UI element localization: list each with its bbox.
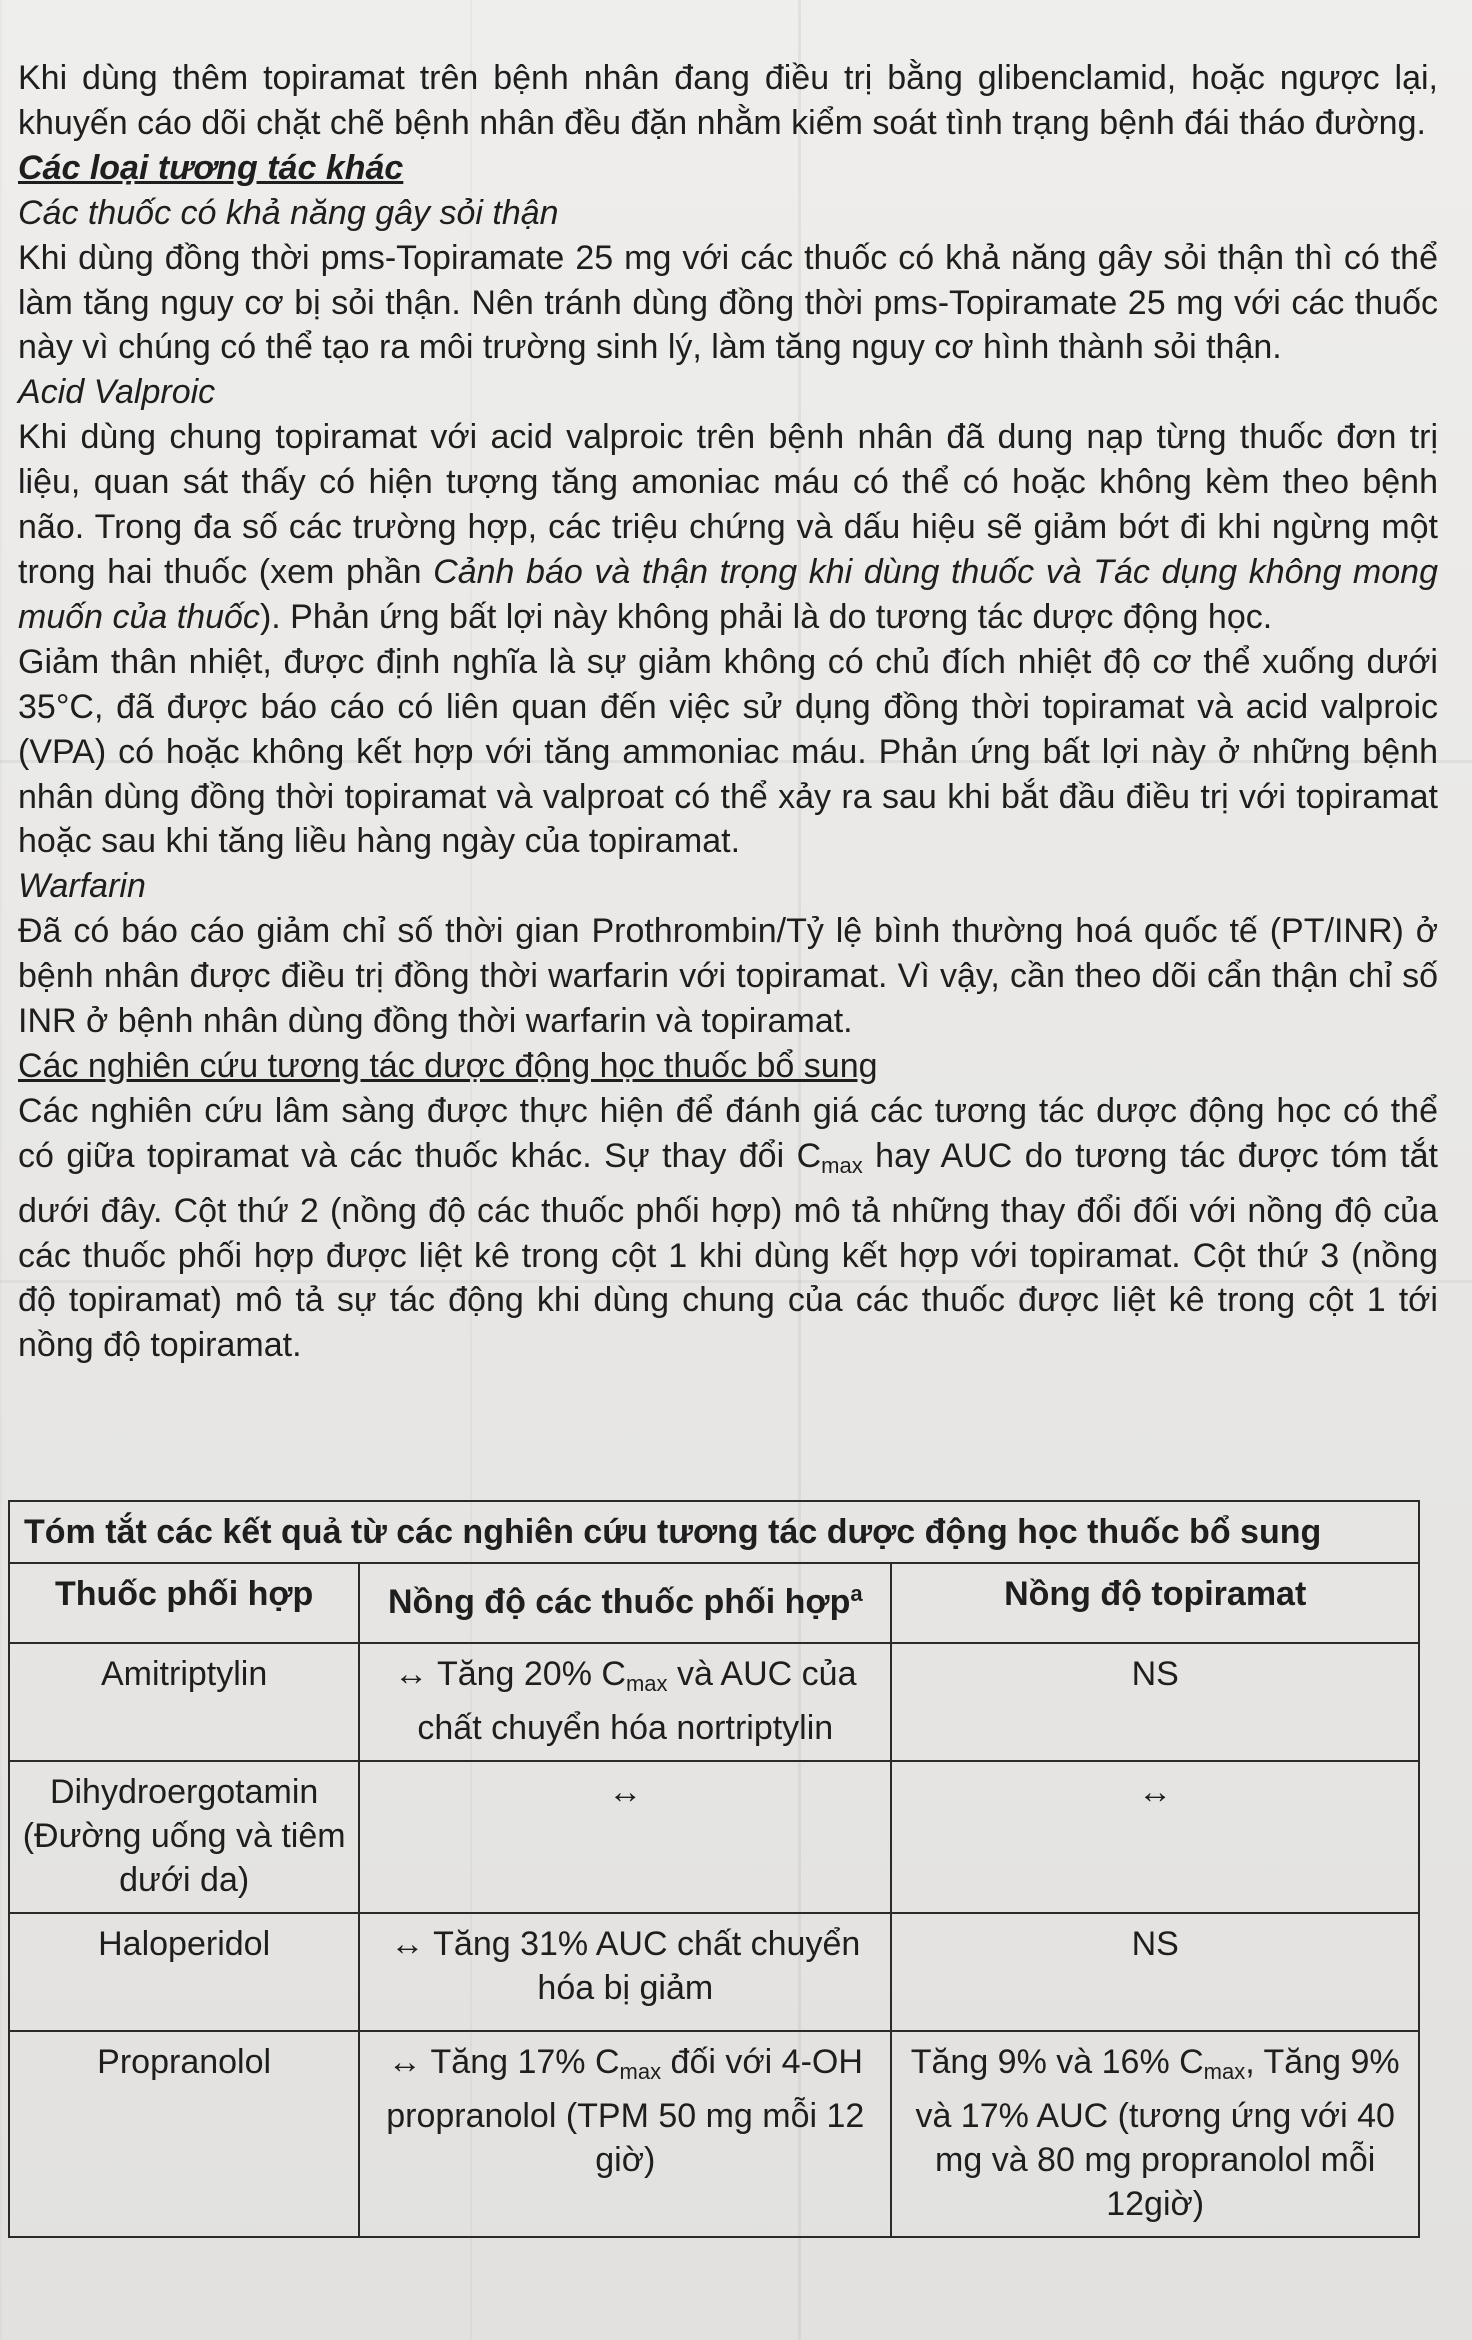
subscript-max: max	[619, 2059, 662, 2084]
cell-text: đối với 4-OH propranolol (TPM 50 mg mỗi 12 giờ)	[386, 2043, 865, 2179]
cell-drug: Amitriptylin	[9, 1643, 359, 1761]
cell-text: ↔	[1138, 1773, 1173, 1811]
table-row	[9, 2031, 1419, 2237]
paragraph-pk-studies	[18, 1089, 1438, 1368]
pk-interaction-table	[8, 1500, 1420, 2238]
cell-text: , Tăng 9% và 17% AUC (tương ứng với 40 mg và 80 mg propranolol mỗi 12giờ)	[915, 2043, 1400, 2223]
cell-text: ↔ Tăng 31% AUC chất chuyển hóa bị giảm	[390, 1925, 861, 2007]
cell-coadministered-effect	[359, 1761, 891, 1913]
subscript-max: max	[1203, 2059, 1246, 2084]
cell-text: ↔	[608, 1773, 643, 1811]
table-caption: Tóm tắt các kết quả từ các nghiên cứu tương tác dược động học thuốc bổ sung	[9, 1501, 1419, 1563]
cell-topiramate-effect	[891, 1913, 1419, 2031]
table-header-row	[9, 1563, 1419, 1643]
cell-coadministered-effect	[359, 1913, 891, 2031]
cell-text: NS	[1131, 1925, 1179, 1963]
paragraph-hypothermia: Giảm thân nhiệt, được định nghĩa là sự giảm không có chủ đích nhiệt độ cơ thể xuống dưới 35°C, đã được báo cáo có liên quan đến việc sử dụng đồng thời topiramat và acid valproic (VPA) có hoặc không kết hợp với tăng ammoniac máu. Phản ứng bất lợi này ở những bệnh nhân dùng đồng thời topiramat và valproat có thể xảy ra sau khi bắt đầu điều trị với topiramat hoặc sau khi tăng liều hàng ngày của topiramat.	[18, 642, 1438, 861]
subscript-max: max	[625, 1671, 668, 1696]
table-row	[9, 1643, 1419, 1761]
paragraph-glibenclamid: Khi dùng thêm topiramat trên bệnh nhân đang điều trị bằng glibenclamid, hoặc ngược lại, khuyến cáo dõi chặt chẽ bệnh nhân đều đặn nhằm kiểm soát tình trạng bệnh đái tháo đường.	[18, 59, 1438, 142]
subheading-acid-valproic: Acid Valproic	[18, 373, 216, 412]
cell-topiramate-effect	[891, 2031, 1419, 2237]
paragraph-valproic	[18, 415, 1438, 640]
subscript-max: max	[821, 1152, 863, 1178]
table-row	[9, 1761, 1419, 1913]
footnote-marker: a	[850, 1581, 863, 1606]
paragraph-pk-text: Các nghiên cứu lâm sàng được thực hiện để đánh giá các tương tác dược động học có thể có giữa topiramat và các thuốc khác. Sự thay đổi C	[18, 1091, 1438, 1175]
subheading-kidney-stone-drugs: Các thuốc có khả năng gây sỏi thận	[18, 193, 559, 232]
cell-coadministered-effect	[359, 2031, 891, 2237]
cell-drug: Haloperidol	[9, 1913, 359, 2031]
table-caption-row	[9, 1501, 1419, 1563]
paragraph-valproic-reference: Cảnh báo và thận trọng khi dùng thuốc và Tác dụng không mong muốn của thuốc	[18, 552, 1438, 636]
section-heading-other-interactions: Các loại tương tác khác	[18, 148, 404, 187]
cell-text: Tăng 9% và 16% C	[910, 2043, 1204, 2081]
cell-drug: Dihydroergotamin (Đường uống và tiêm dưới da)	[9, 1761, 359, 1913]
cell-text: ↔ Tăng 20% C	[394, 1655, 626, 1693]
cell-drug: Propranolol	[9, 2031, 359, 2237]
paragraph-valproic-text-end: ). Phản ứng bất lợi này không phải là do tương tác dược động học.	[259, 597, 1273, 636]
column-header-drug: Thuốc phối hợp	[9, 1563, 359, 1643]
cell-text: NS	[1131, 1655, 1179, 1693]
paragraph-pk-text-end: hay AUC do tương tác được tóm tắt dưới đây. Cột thứ 2 (nồng độ các thuốc phối hợp) mô tả những thay đổi đối với nồng độ của các thuốc phối hợp được liệt kê trong cột 1 khi dùng kết hợp với topiramat. Cột thứ 3 (nồng độ topiramat) mô tả sự tác động khi dùng chung của các thuốc được liệt kê trong cột 1 tới nồng độ topiramat.	[18, 1136, 1438, 1365]
cell-text: ↔ Tăng 17% C	[387, 2043, 620, 2081]
column-header-text: Nồng độ các thuốc phối hợp	[388, 1583, 851, 1621]
paragraph-kidney-stone: Khi dùng đồng thời pms-Topiramate 25 mg với các thuốc có khả năng gây sỏi thận thì có thể làm tăng nguy cơ bị sỏi thận. Nên tránh dùng đồng thời pms-Topiramate 25 mg với các thuốc này vì chúng có thể tạo ra môi trường sinh lý, làm tăng nguy cơ hình thành sỏi thận.	[18, 238, 1438, 367]
cell-coadministered-effect	[359, 1643, 891, 1761]
cell-topiramate-effect	[891, 1761, 1419, 1913]
subheading-warfarin: Warfarin	[18, 867, 146, 906]
column-header-topiramate-concentration: Nồng độ topiramat	[891, 1563, 1419, 1643]
cell-text: và AUC của chất chuyển hóa nortriptylin	[417, 1655, 857, 1747]
paragraph-valproic-text: Khi dùng chung topiramat với acid valproic trên bệnh nhân đã dung nạp từng thuốc đơn trị liệu, quan sát thấy có hiện tượng tăng amoniac máu có thể có hoặc không kèm theo bệnh não. Trong đa số các trường hợp, các triệu chứng và dấu hiệu sẽ giảm bớt đi khi ngừng một trong hai thuốc (xem phần	[18, 418, 1438, 591]
cell-topiramate-effect	[891, 1643, 1419, 1761]
column-header-coadministered-concentration	[359, 1563, 891, 1643]
section-heading-pk-studies: Các nghiên cứu tương tác dược động học thuốc bổ sung	[18, 1046, 878, 1085]
paragraph-warfarin: Đã có báo cáo giảm chỉ số thời gian Prothrombin/Tỷ lệ bình thường hoá quốc tế (PT/INR) ở bệnh nhân được điều trị đồng thời warfarin với topiramat. Vì vậy, cần theo dõi cẩn thận chỉ số INR ở bệnh nhân dùng đồng thời warfarin và topiramat.	[18, 912, 1438, 1041]
table-row	[9, 1913, 1419, 2031]
document-body	[18, 56, 1438, 1368]
